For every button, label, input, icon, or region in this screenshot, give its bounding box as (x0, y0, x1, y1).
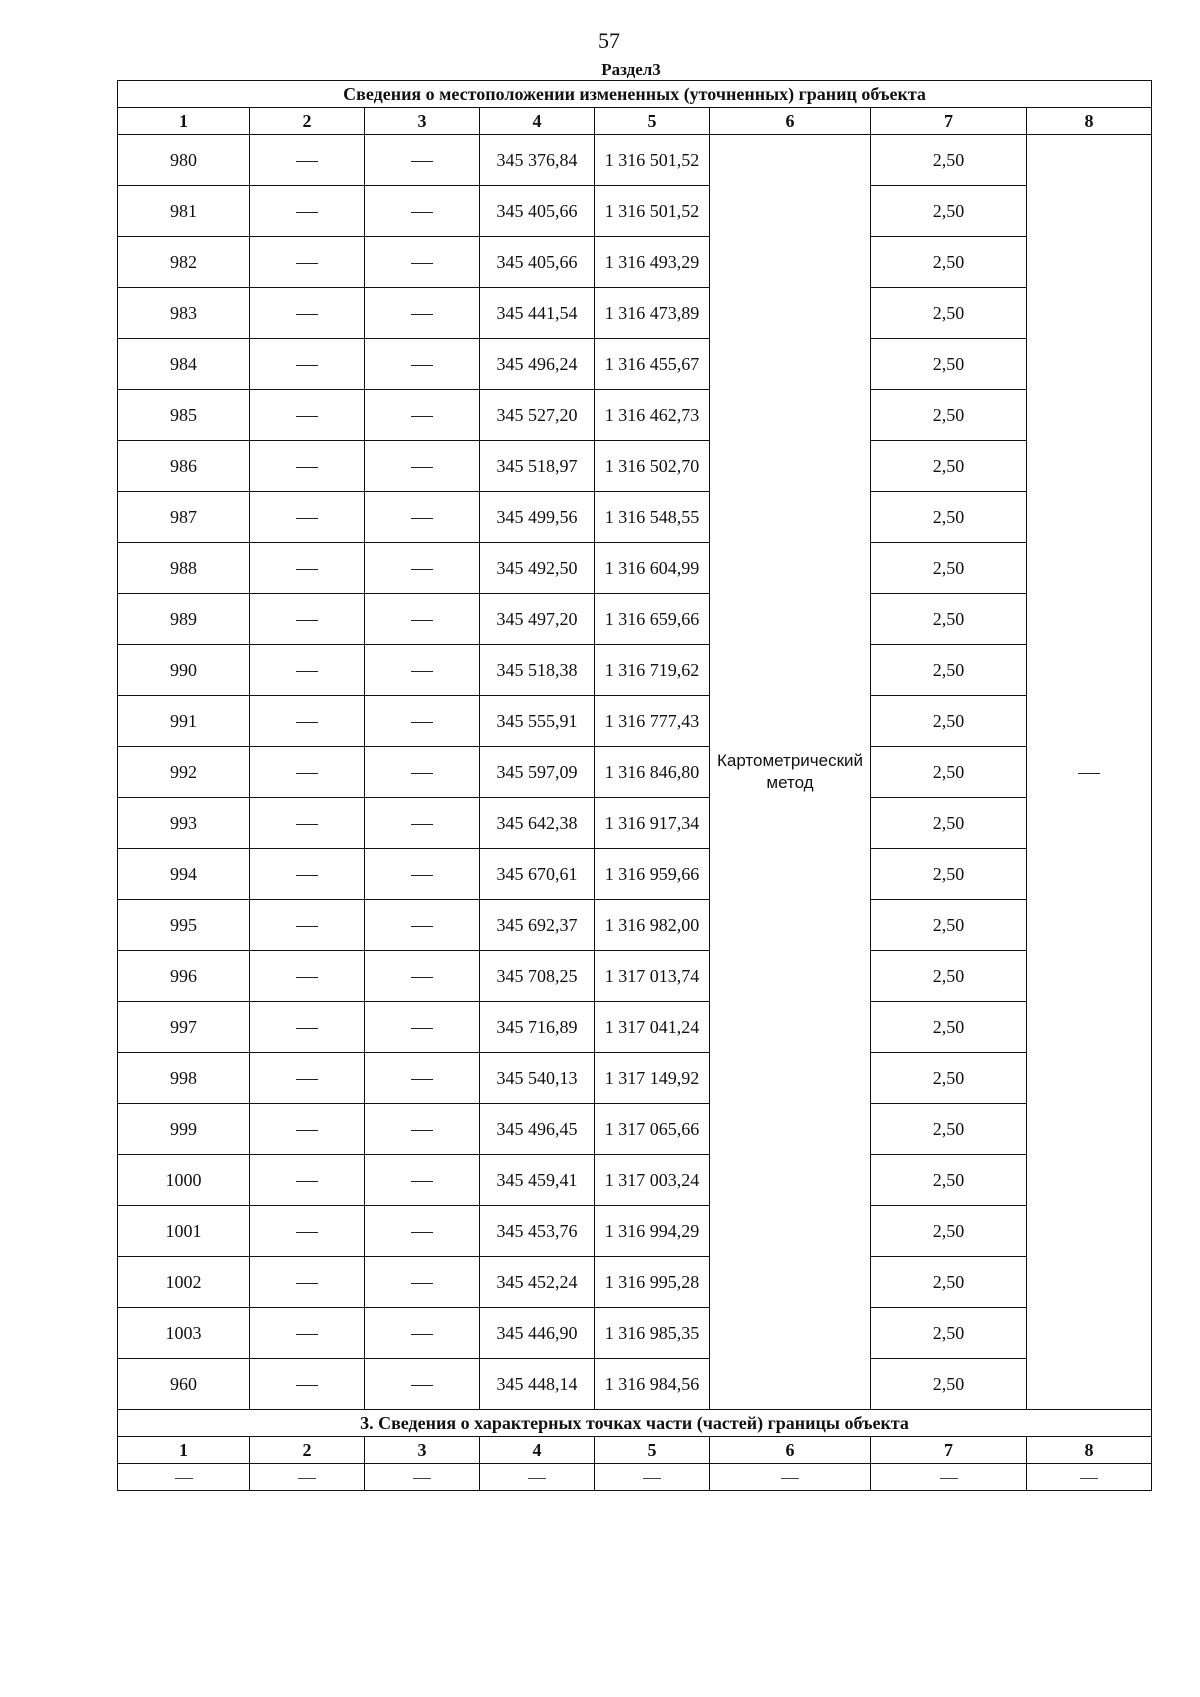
empty-cell (365, 1104, 480, 1155)
table-row (118, 1053, 1152, 1104)
dash (411, 1028, 433, 1029)
acc-cell: 2,50 (871, 543, 1027, 594)
y-cell: 1 316 777,43 (595, 696, 710, 747)
empty-cell (365, 1359, 480, 1410)
dash (411, 671, 433, 672)
n-cell: 993 (118, 798, 250, 849)
dash (528, 1478, 546, 1479)
y-cell: 1 317 149,92 (595, 1053, 710, 1104)
dash (1078, 773, 1100, 774)
dash (296, 977, 318, 978)
y-cell: 1 316 493,29 (595, 237, 710, 288)
acc-cell: 2,50 (871, 1206, 1027, 1257)
empty-cell (365, 135, 480, 186)
empty-cell (365, 951, 480, 1002)
table-row (118, 747, 1152, 798)
y-cell: 1 316 982,00 (595, 900, 710, 951)
acc-cell: 2,50 (871, 135, 1027, 186)
header-row-2 (118, 1437, 1152, 1464)
dash (411, 926, 433, 927)
dash (411, 161, 433, 162)
dash (411, 977, 433, 978)
n-cell: 1001 (118, 1206, 250, 1257)
y-cell: 1 316 984,56 (595, 1359, 710, 1410)
table-row (118, 1359, 1152, 1410)
dash (411, 365, 433, 366)
column-header: 3 (365, 1437, 480, 1464)
dash (411, 518, 433, 519)
empty-cell (250, 1104, 365, 1155)
empty-cell (250, 441, 365, 492)
empty-cell (250, 798, 365, 849)
x-cell: 345 518,97 (480, 441, 595, 492)
n-cell: 992 (118, 747, 250, 798)
n-cell: 991 (118, 696, 250, 747)
y-cell: 1 316 502,70 (595, 441, 710, 492)
dash (296, 518, 318, 519)
dash (296, 1232, 318, 1233)
empty-cell (365, 900, 480, 951)
dash (296, 467, 318, 468)
table-caption: Сведения о местоположении измененных (уточненных) границ объекта (118, 81, 1152, 108)
dash (296, 416, 318, 417)
empty-cell (365, 543, 480, 594)
acc-cell: 2,50 (871, 1359, 1027, 1410)
empty-cell (595, 1464, 710, 1491)
empty-cell (365, 849, 480, 900)
empty-cell (480, 1464, 595, 1491)
empty-cell (250, 1359, 365, 1410)
table-row (118, 390, 1152, 441)
dash (296, 1283, 318, 1284)
header-row (118, 108, 1152, 135)
table-row (118, 1308, 1152, 1359)
x-cell: 345 540,13 (480, 1053, 595, 1104)
empty-cell (250, 1155, 365, 1206)
table-row (118, 186, 1152, 237)
y-cell: 1 316 473,89 (595, 288, 710, 339)
y-cell: 1 316 917,34 (595, 798, 710, 849)
empty-cell (365, 1257, 480, 1308)
empty-cell (250, 696, 365, 747)
x-cell: 345 496,24 (480, 339, 595, 390)
dash (296, 773, 318, 774)
dash (296, 1028, 318, 1029)
y-cell: 1 316 548,55 (595, 492, 710, 543)
column-header: 6 (710, 108, 871, 135)
empty-cell (365, 1464, 480, 1491)
column-header: 8 (1027, 1437, 1152, 1464)
empty-cell (365, 747, 480, 798)
x-cell: 345 448,14 (480, 1359, 595, 1410)
dash (296, 314, 318, 315)
column-header: 8 (1027, 108, 1152, 135)
table-row (118, 492, 1152, 543)
x-cell: 345 642,38 (480, 798, 595, 849)
empty-cell (1027, 1464, 1152, 1491)
acc-cell: 2,50 (871, 747, 1027, 798)
n-cell: 994 (118, 849, 250, 900)
x-cell: 345 518,38 (480, 645, 595, 696)
x-cell: 345 452,24 (480, 1257, 595, 1308)
dash (296, 365, 318, 366)
x-cell: 345 497,20 (480, 594, 595, 645)
empty-cell (365, 288, 480, 339)
y-cell: 1 316 455,67 (595, 339, 710, 390)
n-cell: 960 (118, 1359, 250, 1410)
acc-cell: 2,50 (871, 798, 1027, 849)
y-cell: 1 316 994,29 (595, 1206, 710, 1257)
table-row (118, 1104, 1152, 1155)
col8-cell (1027, 135, 1152, 1410)
dash (411, 212, 433, 213)
dash (175, 1478, 193, 1479)
dash (411, 1385, 433, 1386)
n-cell: 987 (118, 492, 250, 543)
table-row (118, 1464, 1152, 1491)
dash (296, 875, 318, 876)
table-row (118, 798, 1152, 849)
table-row (118, 135, 1152, 186)
x-cell: 345 453,76 (480, 1206, 595, 1257)
column-header: 4 (480, 1437, 595, 1464)
table-row (118, 594, 1152, 645)
table-row (118, 237, 1152, 288)
empty-cell (365, 594, 480, 645)
empty-cell (250, 135, 365, 186)
n-cell: 981 (118, 186, 250, 237)
x-cell: 345 405,66 (480, 237, 595, 288)
empty-cell (250, 594, 365, 645)
dash (411, 875, 433, 876)
empty-cell (365, 339, 480, 390)
acc-cell: 2,50 (871, 1257, 1027, 1308)
empty-cell (365, 798, 480, 849)
x-cell: 345 459,41 (480, 1155, 595, 1206)
table-row (118, 1002, 1152, 1053)
dash (643, 1478, 661, 1479)
y-cell: 1 317 013,74 (595, 951, 710, 1002)
n-cell: 989 (118, 594, 250, 645)
dash (296, 1130, 318, 1131)
dash (1080, 1478, 1098, 1479)
n-cell: 984 (118, 339, 250, 390)
table-row (118, 288, 1152, 339)
dash (411, 1181, 433, 1182)
page-number: 57 (598, 28, 620, 53)
dash (296, 620, 318, 621)
empty-cell (365, 645, 480, 696)
acc-cell: 2,50 (871, 594, 1027, 645)
y-cell: 1 316 959,66 (595, 849, 710, 900)
y-cell: 1 317 041,24 (595, 1002, 710, 1053)
n-cell: 997 (118, 1002, 250, 1053)
table-row (118, 441, 1152, 492)
empty-cell (365, 441, 480, 492)
column-header: 4 (480, 108, 595, 135)
dash (411, 1283, 433, 1284)
acc-cell: 2,50 (871, 696, 1027, 747)
n-cell: 985 (118, 390, 250, 441)
empty-cell (250, 288, 365, 339)
column-header: 2 (250, 108, 365, 135)
dash (411, 314, 433, 315)
dash (940, 1478, 958, 1479)
table-row (118, 696, 1152, 747)
x-cell: 345 405,66 (480, 186, 595, 237)
y-cell: 1 317 003,24 (595, 1155, 710, 1206)
acc-cell: 2,50 (871, 1308, 1027, 1359)
dash (411, 1232, 433, 1233)
x-cell: 345 597,09 (480, 747, 595, 798)
empty-cell (250, 1053, 365, 1104)
table-row (118, 645, 1152, 696)
empty-cell (250, 951, 365, 1002)
n-cell: 983 (118, 288, 250, 339)
boundary-table (117, 80, 1152, 1491)
y-cell: 1 316 985,35 (595, 1308, 710, 1359)
n-cell: 1003 (118, 1308, 250, 1359)
n-cell: 998 (118, 1053, 250, 1104)
empty-cell (250, 492, 365, 543)
x-cell: 345 446,90 (480, 1308, 595, 1359)
empty-cell (365, 1308, 480, 1359)
empty-cell (250, 237, 365, 288)
column-header: 2 (250, 1437, 365, 1464)
empty-cell (365, 237, 480, 288)
dash (296, 569, 318, 570)
n-cell: 999 (118, 1104, 250, 1155)
dash (413, 1478, 431, 1479)
y-cell: 1 316 462,73 (595, 390, 710, 441)
table-row (118, 1257, 1152, 1308)
x-cell: 345 692,37 (480, 900, 595, 951)
acc-cell: 2,50 (871, 951, 1027, 1002)
empty-cell (365, 390, 480, 441)
column-header: 3 (365, 108, 480, 135)
dash (411, 1079, 433, 1080)
empty-cell (250, 1002, 365, 1053)
y-cell: 1 316 604,99 (595, 543, 710, 594)
column-header: 7 (871, 108, 1027, 135)
section-label: Раздел3 (601, 60, 661, 79)
column-header: 1 (118, 108, 250, 135)
empty-cell (871, 1464, 1027, 1491)
y-cell: 1 316 501,52 (595, 186, 710, 237)
empty-cell (118, 1464, 250, 1491)
column-header: 1 (118, 1437, 250, 1464)
column-header: 5 (595, 1437, 710, 1464)
dash (411, 263, 433, 264)
acc-cell: 2,50 (871, 288, 1027, 339)
dash (296, 263, 318, 264)
empty-cell (250, 747, 365, 798)
dash (411, 824, 433, 825)
dash (411, 773, 433, 774)
table-caption-2: 3. Сведения о характерных точках части (частей) границы объекта (118, 1410, 1152, 1437)
acc-cell: 2,50 (871, 339, 1027, 390)
empty-cell (365, 492, 480, 543)
dash (296, 1079, 318, 1080)
column-header: 6 (710, 1437, 871, 1464)
acc-cell: 2,50 (871, 441, 1027, 492)
dash (411, 569, 433, 570)
empty-cell (710, 1464, 871, 1491)
dash (296, 926, 318, 927)
n-cell: 986 (118, 441, 250, 492)
x-cell: 345 716,89 (480, 1002, 595, 1053)
dash (411, 722, 433, 723)
empty-cell (250, 900, 365, 951)
dash (296, 671, 318, 672)
y-cell: 1 316 995,28 (595, 1257, 710, 1308)
y-cell: 1 317 065,66 (595, 1104, 710, 1155)
table-row (118, 339, 1152, 390)
y-cell: 1 316 659,66 (595, 594, 710, 645)
method-cell: Картометрический метод (710, 135, 871, 1410)
dash (411, 620, 433, 621)
acc-cell: 2,50 (871, 1155, 1027, 1206)
dash (781, 1478, 799, 1479)
x-cell: 345 499,56 (480, 492, 595, 543)
dash (296, 1181, 318, 1182)
acc-cell: 2,50 (871, 1104, 1027, 1155)
x-cell: 345 670,61 (480, 849, 595, 900)
empty-cell (250, 1308, 365, 1359)
acc-cell: 2,50 (871, 390, 1027, 441)
empty-cell (250, 1257, 365, 1308)
dash (411, 1130, 433, 1131)
acc-cell: 2,50 (871, 900, 1027, 951)
x-cell: 345 376,84 (480, 135, 595, 186)
dash (296, 1334, 318, 1335)
table-row (118, 849, 1152, 900)
dash (411, 416, 433, 417)
n-cell: 996 (118, 951, 250, 1002)
table-row (118, 543, 1152, 594)
column-header: 7 (871, 1437, 1027, 1464)
empty-cell (250, 645, 365, 696)
acc-cell: 2,50 (871, 237, 1027, 288)
x-cell: 345 496,45 (480, 1104, 595, 1155)
n-cell: 1000 (118, 1155, 250, 1206)
empty-cell (250, 849, 365, 900)
empty-cell (250, 1206, 365, 1257)
n-cell: 980 (118, 135, 250, 186)
y-cell: 1 316 719,62 (595, 645, 710, 696)
y-cell: 1 316 501,52 (595, 135, 710, 186)
dash (298, 1478, 316, 1479)
empty-cell (365, 696, 480, 747)
n-cell: 988 (118, 543, 250, 594)
empty-cell (365, 1206, 480, 1257)
empty-cell (250, 390, 365, 441)
n-cell: 990 (118, 645, 250, 696)
table-row (118, 900, 1152, 951)
empty-cell (250, 186, 365, 237)
empty-cell (365, 1155, 480, 1206)
x-cell: 345 441,54 (480, 288, 595, 339)
n-cell: 982 (118, 237, 250, 288)
empty-cell (365, 1053, 480, 1104)
column-header: 5 (595, 108, 710, 135)
dash (296, 722, 318, 723)
dash (411, 467, 433, 468)
dash (296, 161, 318, 162)
dash (296, 824, 318, 825)
y-cell: 1 316 846,80 (595, 747, 710, 798)
empty-cell (250, 543, 365, 594)
acc-cell: 2,50 (871, 1002, 1027, 1053)
dash (296, 212, 318, 213)
n-cell: 995 (118, 900, 250, 951)
dash (296, 1385, 318, 1386)
n-cell: 1002 (118, 1257, 250, 1308)
table-row (118, 1206, 1152, 1257)
empty-cell (365, 1002, 480, 1053)
empty-cell (250, 1464, 365, 1491)
x-cell: 345 708,25 (480, 951, 595, 1002)
empty-cell (365, 186, 480, 237)
acc-cell: 2,50 (871, 645, 1027, 696)
acc-cell: 2,50 (871, 492, 1027, 543)
empty-cell (250, 339, 365, 390)
x-cell: 345 527,20 (480, 390, 595, 441)
dash (411, 1334, 433, 1335)
acc-cell: 2,50 (871, 849, 1027, 900)
table-row (118, 1155, 1152, 1206)
acc-cell: 2,50 (871, 186, 1027, 237)
acc-cell: 2,50 (871, 1053, 1027, 1104)
x-cell: 345 555,91 (480, 696, 595, 747)
table-row (118, 951, 1152, 1002)
x-cell: 345 492,50 (480, 543, 595, 594)
